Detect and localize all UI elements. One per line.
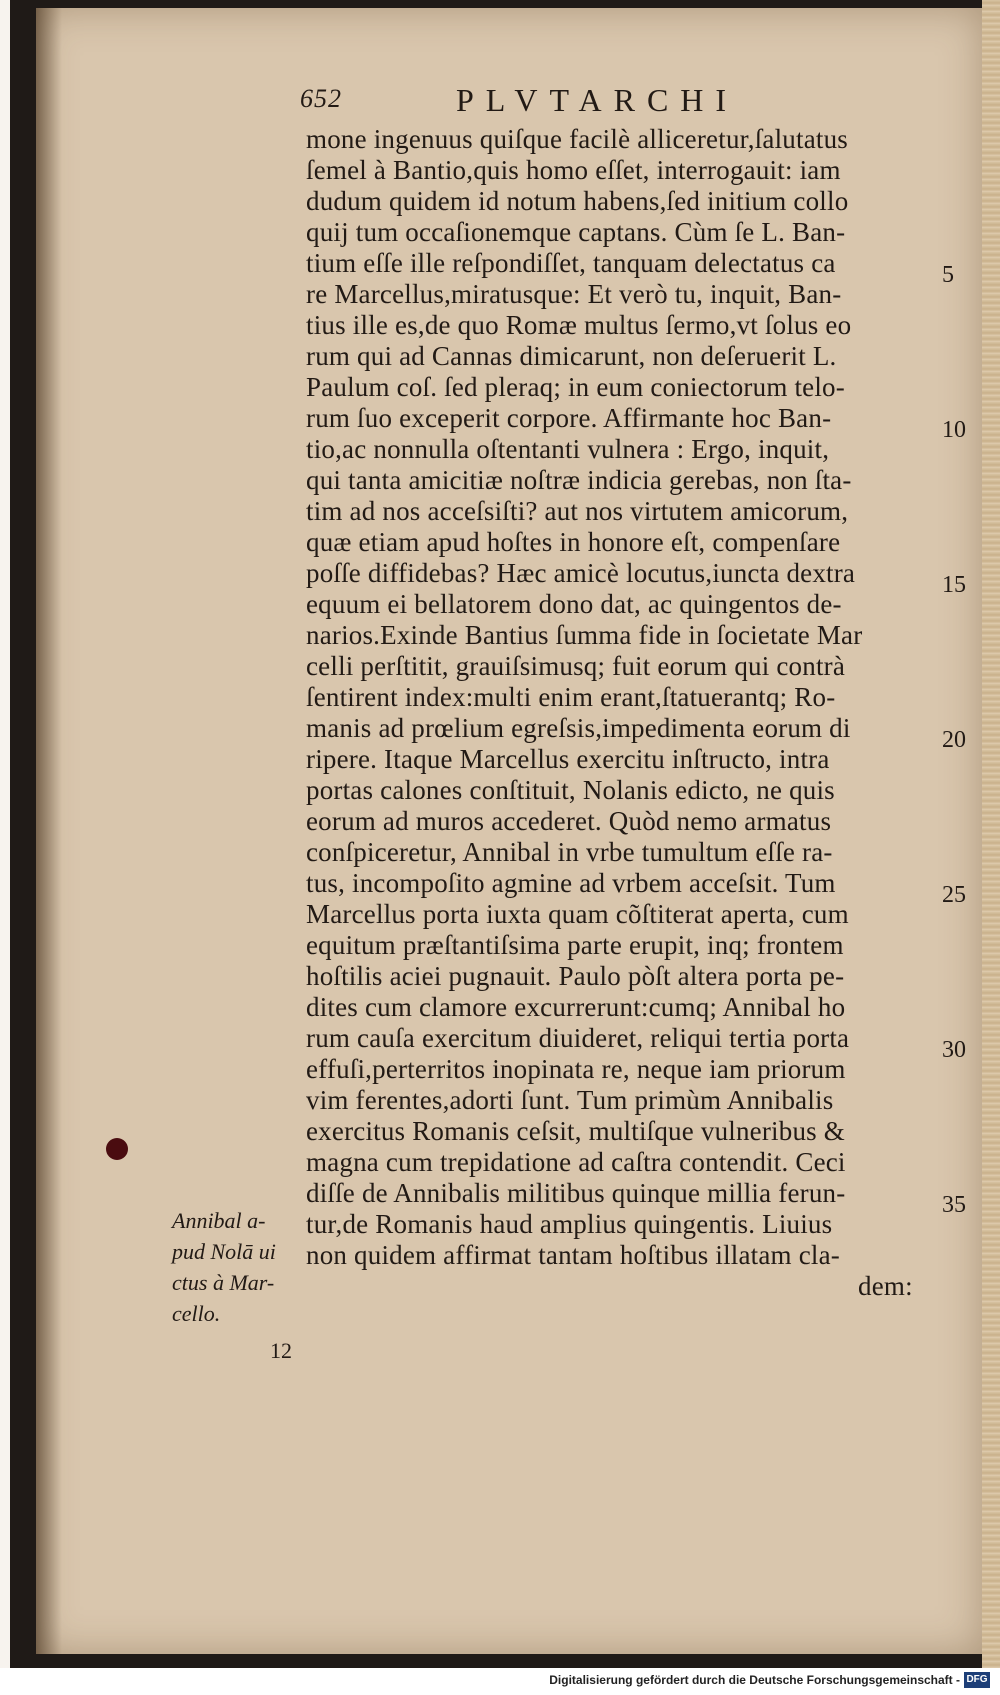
gutter-shadow xyxy=(36,8,62,1654)
text-line: poſſe diffidebas? Hæc amicè locutus,iuncta dextra xyxy=(306,558,856,588)
text-line: conſpiceretur, Annibal in vrbe tumultum eſſe ra- xyxy=(306,837,833,867)
line-number: 5 xyxy=(942,262,954,288)
margin-note-line: ctus à Mar- xyxy=(172,1270,275,1295)
text-line: rum ſuo exceperit corpore. Affirmante hoc Ban- xyxy=(306,403,832,433)
footer xyxy=(0,1668,1000,1695)
text-line: tius ille es,de quo Romæ multus ſermo,vt ſolus eo xyxy=(306,310,852,340)
text-line: portas calones conſtituit, Nolanis edicto, ne quis xyxy=(306,775,835,805)
text-line: ſemel à Bantio,quis homo eſſet, interrogauit: iam xyxy=(306,155,841,185)
margin-note-line: pud Nolā ui xyxy=(172,1239,276,1264)
digitization-credit: Digitalisierung gefördert durch die Deutsche Forschungsgemeinschaft - xyxy=(549,1673,960,1687)
text-line: rum cauſa exercitum diuideret, reliqui tertia porta xyxy=(306,1023,850,1053)
text-line: magna cum trepidatione ad caſtra contendit. Ceci xyxy=(306,1147,846,1177)
text-line: re Marcellus,miratusque: Et verò tu, inquit, Ban- xyxy=(306,279,842,309)
text-line: rum qui ad Cannas dimicarunt, non deſeruerit L. xyxy=(306,341,837,371)
dfg-logo: DFG xyxy=(964,1672,990,1688)
text-line: vim ferentes,adorti ſunt. Tum primùm Annibalis xyxy=(306,1085,834,1115)
running-head: PLVTARCHI xyxy=(456,82,739,118)
text-line: quij tum occaſionemque captans. Cùm ſe L. Ban- xyxy=(306,217,846,247)
margin-note-line: Annibal a- xyxy=(172,1208,266,1233)
text-line: equum ei bellatorem dono dat, ac quingentos de- xyxy=(306,589,842,619)
line-number: 10 xyxy=(942,417,966,443)
text-line: non quidem affirmat tantam hoſtibus illatam cla- xyxy=(306,1240,840,1270)
text-line: eorum ad muros accederet. Quòd nemo armatus xyxy=(306,806,832,836)
line-number: 20 xyxy=(942,727,966,753)
text-line: Marcellus porta iuxta quam cõſtiterat aperta, cum xyxy=(306,899,849,929)
line-number: 15 xyxy=(942,572,966,598)
text-line: tim ad nos acceſsiſti? aut nos virtutem amicorum, xyxy=(306,496,849,526)
margin-note-line: cello. xyxy=(172,1301,221,1326)
text-line: manis ad prœlium egreſsis,impedimenta eorum di xyxy=(306,713,851,743)
page-number: 652 xyxy=(300,84,342,113)
text-line: diſſe de Annibalis militibus quinque millia ferun- xyxy=(306,1178,846,1208)
text-line: tium eſſe ille reſpondiſſet, tanquam delectatus ca xyxy=(306,248,836,278)
text-line: narios.Exinde Bantius ſumma fide in ſocietate Mar xyxy=(306,620,863,650)
text-line: ripere. Itaque Marcellus exercitu inſtructo, intra xyxy=(306,744,830,774)
text-line: mone ingenuus quiſque facilè alliceretur,ſalutatus xyxy=(306,124,848,154)
text-line: tus, incompoſito agmine ad vrbem acceſsit. Tum xyxy=(306,868,836,898)
ink-stain xyxy=(106,1138,128,1160)
line-number: 25 xyxy=(942,882,966,908)
text-line: ſentirent index:multi enim erant,ſtatuerantq; Ro- xyxy=(306,682,836,712)
text-line: tur,de Romanis haud amplius quingentis. Liuius xyxy=(306,1209,833,1239)
text-line: dites cum clamore excurrerunt:cumq; Annibal ho xyxy=(306,992,846,1022)
line-number: 35 xyxy=(942,1192,966,1218)
text-line: qui tanta amicitiæ noſtræ indicia gerebas, non ſta- xyxy=(306,465,852,495)
page-edges xyxy=(982,0,1000,1668)
text-line: Paulum coſ. ſed pleraq; in eum coniectorum telo- xyxy=(306,372,845,402)
text-line: dem: xyxy=(858,1271,913,1301)
text-line: dudum quidem id notum habens,ſed initium collo xyxy=(306,186,849,216)
page-header xyxy=(300,82,820,122)
margin-marker: 12 xyxy=(270,1338,292,1363)
text-line: hoſtilis aciei pugnauit. Paulo pòſt altera porta pe- xyxy=(306,961,845,991)
text-line: tio,ac nonnulla oſtentanti vulnera : Ergo, inquit, xyxy=(306,434,830,464)
text-line: celli perſtitit, grauiſsimusq; fuit eorum qui contrà xyxy=(306,651,846,681)
text-line: effuſi,perterritos inopinata re, neque iam priorum xyxy=(306,1054,846,1084)
text-line: equitum præſtantiſsima parte erupit, inq; frontem xyxy=(306,930,844,960)
text-line: exercitus Romanis ceſsit, multiſque vulneribus & xyxy=(306,1116,846,1146)
text-line: quæ etiam apud hoſtes in honore eſt, compenſare xyxy=(306,527,841,557)
line-number: 30 xyxy=(942,1037,966,1063)
